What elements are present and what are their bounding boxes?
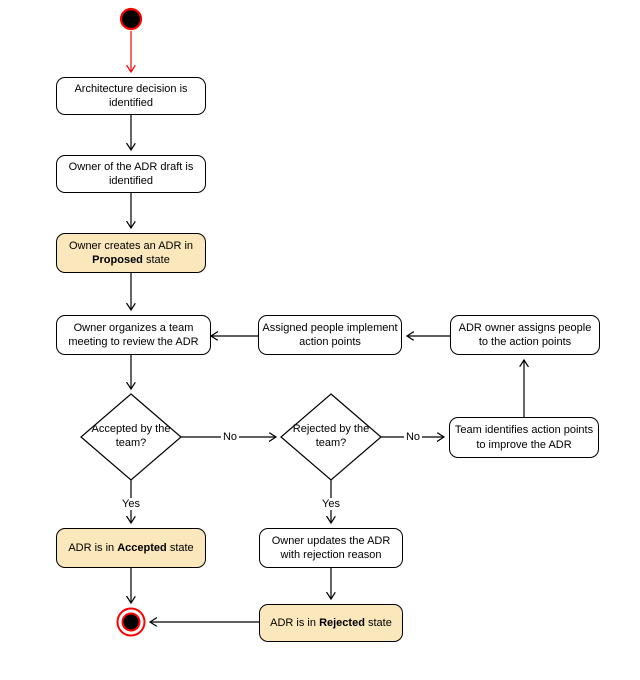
decision-accepted-label: Accepted by the team? (91, 423, 171, 449)
node-implement-points-label: Assigned people implement action points (262, 321, 398, 348)
node-implement-points (258, 315, 402, 355)
node-create-proposed-label: Owner creates an ADR in Proposed state (68, 239, 194, 266)
edge-label-rejected-no: No (405, 431, 421, 443)
edge-label-accepted-no: No (222, 431, 238, 443)
decision-rejected-label: Rejected by the team? (292, 423, 370, 449)
start-node (121, 9, 141, 29)
node-assign-people-label: ADR owner assigns people to the action points (458, 321, 592, 348)
node-accepted-state-label: ADR is in Accepted state (68, 541, 194, 554)
node-update-rejection (259, 528, 403, 568)
node-owner-identified-label: Owner of the ADR draft is identified (68, 160, 194, 187)
node-owner-identified (56, 155, 206, 193)
end-node-inner (123, 614, 140, 631)
node-identify-points (449, 417, 599, 458)
node-rejected-state (259, 604, 403, 642)
edge-label-accepted-yes: Yes (122, 498, 140, 510)
edge-label-rejected-yes: Yes (322, 498, 340, 510)
node-architecture-identified (56, 77, 206, 115)
node-assign-people (450, 315, 600, 355)
node-accepted-state (56, 528, 206, 568)
node-architecture-identified-label: Architecture decision is identified (74, 82, 188, 109)
node-team-meeting-label: Owner organizes a team meeting to review the ADR (68, 321, 199, 348)
node-rejected-state-label: ADR is in Rejected state (270, 616, 392, 629)
node-create-proposed (56, 233, 206, 273)
node-team-meeting (56, 315, 211, 355)
node-update-rejection-label: Owner updates the ADR with rejection reason (271, 534, 391, 561)
node-identify-points-label: Team identifies action points to improve the ADR (454, 424, 594, 451)
